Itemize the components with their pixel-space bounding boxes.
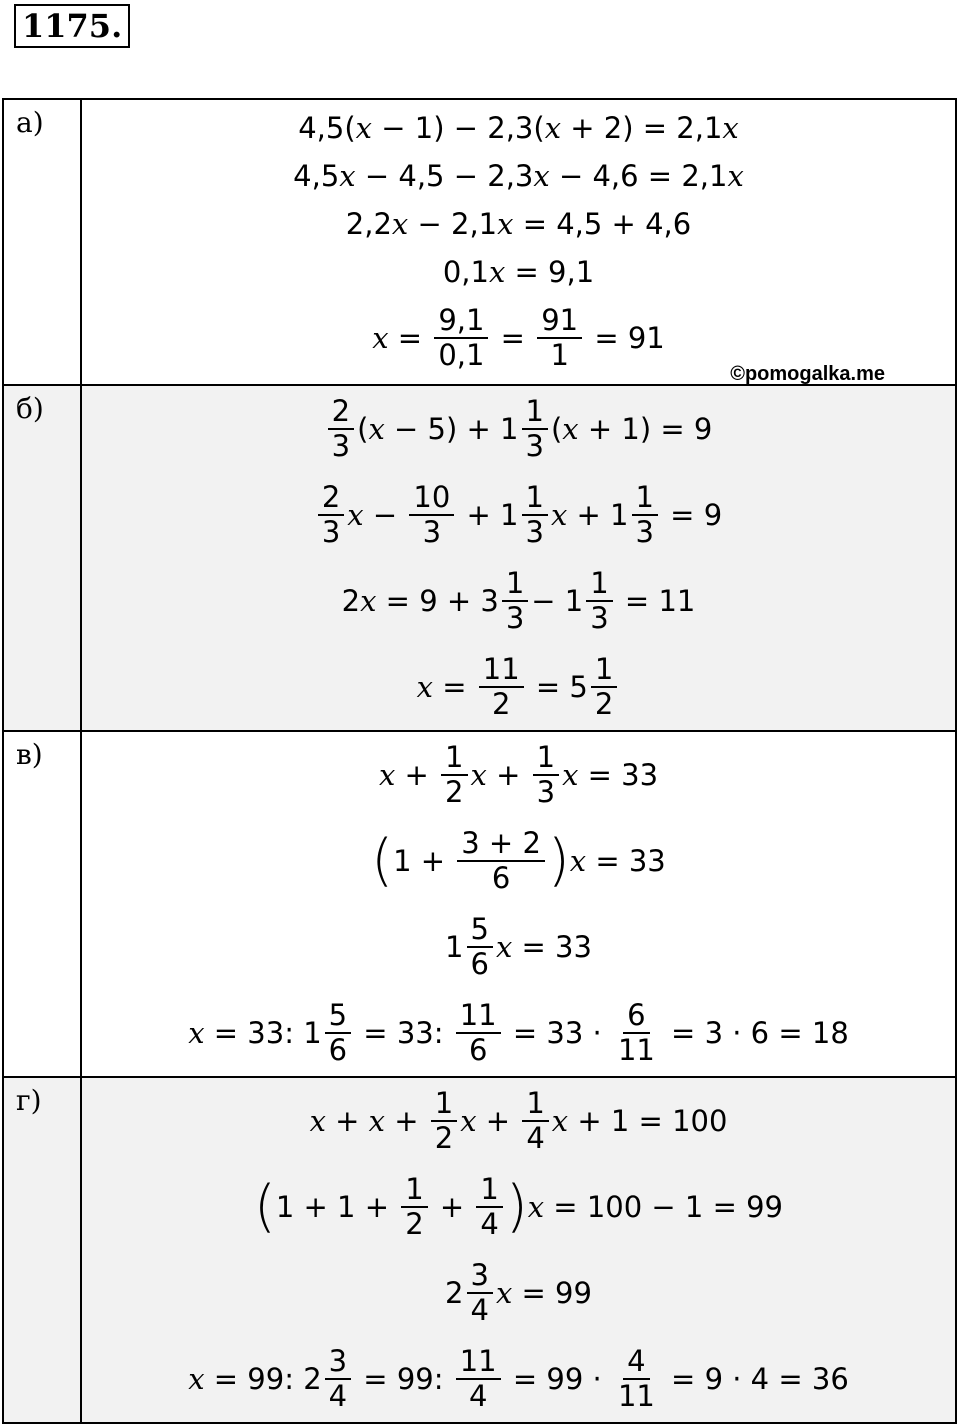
math-block: x + $\frac{1}{2}$ x + $\frac{1}{3}$ x = 33 ( 1 + $\frac{3 + 2}{6}$ ) x = 33 1 $\frac{5}{6}$ x = 33 x = 33: 1 $\frac{5}{6}$ = 33: $\frac{11}{6}$ = 33 · $\frac{6}{11}$ = 3 · 6 = 18 [188, 739, 849, 1067]
row-label: б) [3, 385, 81, 731]
row-label: а) [3, 99, 81, 385]
row-label: г) [3, 1077, 81, 1423]
solution-table [2, 98, 957, 1424]
row-label: в) [3, 731, 81, 1077]
table-row [3, 385, 956, 731]
watermark: ©pomogalka.me [730, 363, 885, 385]
problem-number: 1175. [14, 4, 130, 48]
solution-cell [81, 731, 956, 1077]
math-block: $\frac{2}{3}$ ( x − 5) + 1 $\frac{1}{3}$ ( x + 1) = 9 $\frac{2}{3}$ x − $\frac{10}{3}$ + 1 $\frac{1}{3}$ x + 1 $\frac{1}{3}$ = 9 2 x = 9 + 3 $\frac{1}{3}$ − 1 $\frac{1}{3}$ = 11 x = $\frac{11}{2}$ = 5 $\frac{1}{2}$ [82, 386, 955, 730]
solution-cell [81, 385, 956, 731]
solution-cell [81, 1077, 956, 1423]
table-row [3, 731, 956, 1077]
table-row [3, 1077, 956, 1423]
math-block: 4,5( x − 1) − 2,3( x + 2) = 2,1 x 4,5 x − 4,5 − 2,3 x − 4,6 = 2,1 x 2,2 x − 2,1 x = 4,5 + 4,6 0,1 x = 9,1 x = $\frac{9,1}{0,1}$ = $\frac{91}{1}$ = 91 [293, 111, 744, 372]
math-block: x + x + $\frac{1}{2}$ x + $\frac{1}{4}$ x + 1 = 100 ( 1 + 1 + $\frac{1}{2}$ + $\frac{1}{4}$ ) x = 100 − 1 = 99 2 $\frac{3}{4}$ x = 99 x = 99: 2 $\frac{3}{4}$ = 99: $\frac{11}{4}$ = 99 · $\frac{4}{11}$ = 9 · 4 = 36 [188, 1085, 849, 1413]
solution-cell [81, 99, 956, 385]
table-row [3, 99, 956, 385]
